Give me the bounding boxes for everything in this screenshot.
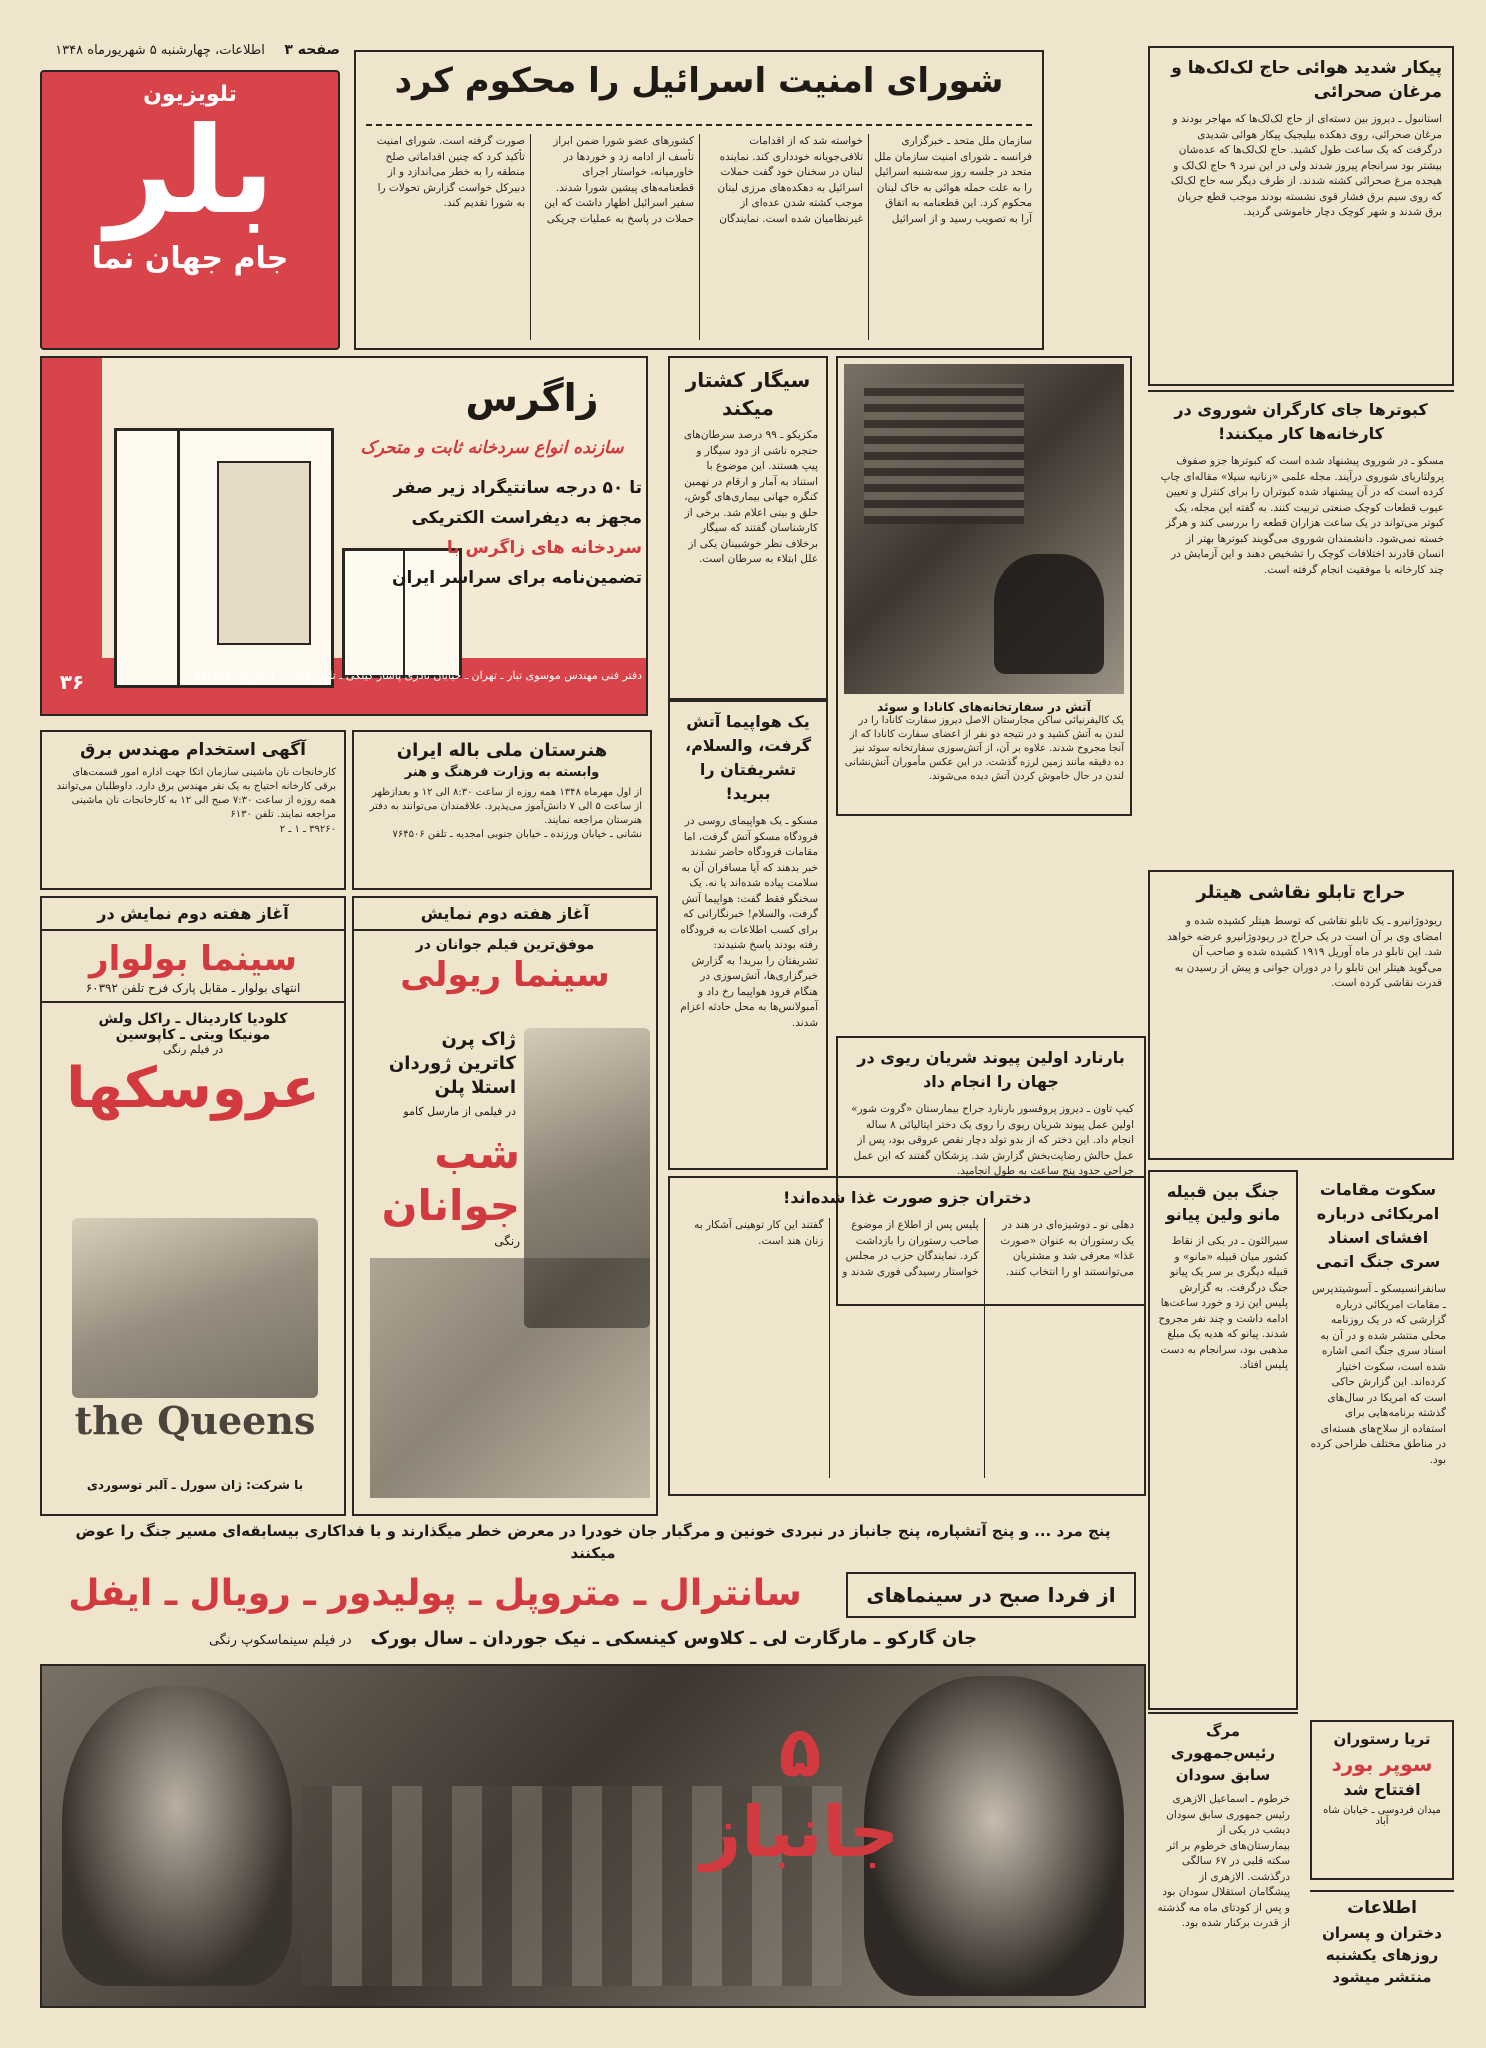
- page-date-line: [40, 42, 340, 64]
- boulevard-credit: با شرکت: ژان سورل ـ آلبر توسوردی: [86, 1478, 304, 1492]
- sudan-body: خرطوم ـ اسماعیل الازهری رئیس جمهوری سابق سودان دیشب در یکی از بیمارستان‌های خرطوم بر اثر سکته قلبی در ۶۷ سالگی درگذشت. الازهری از پیشگامان استقلال سودان بود و پس از کودتای ماه مه گذشته از قدرت برکنار شده بود.: [1157, 1793, 1290, 1929]
- ettelaat-title: اطلاعات: [1347, 1898, 1417, 1918]
- ettelaat-body: دختران و پسران روزهای یکشنبه منتشر میشود: [1322, 1924, 1442, 1986]
- food-title: دختران جزو صورت غذا شده‌اند!: [783, 1188, 1031, 1207]
- rivoli-cast2: کاترین ژوردان: [388, 1053, 516, 1074]
- heroes-banner: پنج مرد ... و پنج آتشپاره، پنج جانباز در نبردی خونین و مرگبار جان خودرا در معرض خطر میگذارند و با فداکاری بیسابقه‌ای مسیر جنگ را عوض میکنند: [75, 1522, 1111, 1562]
- boulevard-cast1: کلودیا کاردینال ـ راکل ولش: [98, 1011, 288, 1027]
- fire-photo: [844, 364, 1124, 694]
- ballet-address: نشانی ـ خیابان ورزنده ـ خیابان جنوبی امجدیه ـ تلفن ۷۶۴۵۰۶: [392, 829, 642, 840]
- heroes-format: در فیلم سینماسکوپ رنگی: [208, 1633, 352, 1648]
- rivoli-cast1: ژاک پرن: [441, 1029, 516, 1050]
- freezer-ad-number: ۳۶: [59, 670, 85, 694]
- tv-ad-top: تلویزیون: [143, 82, 237, 107]
- boulevard-poster-image: [72, 1218, 318, 1398]
- cinema-rivoli-ad: [352, 896, 658, 1516]
- boulevard-film: عروسکها: [66, 1056, 320, 1121]
- pigeons-body: مسکو ـ در شوروی پیشنهاد شده است که کبوترها جزو صفوف پرولتاریای شوروی درآیند. مجله علمی «زنانیه سیلا» مقاله‌ای چاپ کرده است که در آن پیشنهاد شده کبوتران را برای کنترل و تعیین عیوب قطعات کوچک صنعتی تربیت کنند. به گفته این مجله، یک کبوتر می‌تواند در یک ساعت هزاران قطعه را بررسی کند و هرگز خسته نمی‌شود. دانشمندان شوروی می‌گویند کبوترها بهتر از انسان قادرند اختلافات کوچک را تشخیص دهند و این آزمایش در چند کارخانه با موفقیت انجام گرفته است.: [1160, 455, 1444, 576]
- piano-body: سیرالئون ـ در یکی از نقاط کشور میان قبیله «مانو» و قبیله دیگری بر سر یک پیانو جنگ درگرفت. به گزارش پلیس این زد و خورد ساعت‌ها ادامه داشت و چند نفر مجروح شدند. پیانو که هدیه یک مبلغ مذهبی بود، سرانجام به دست پلیس افتاد.: [1158, 1235, 1288, 1371]
- freezer-line4: تضمین‌نامه برای سراسر ایران: [391, 568, 642, 588]
- fire-caption: یک کالیفرنیائی ساکن مجارستان الاصل دیروز سفارت کانادا را در لندن به آتش کشید و در نتیجه دو نفر از اعضای سفارت کانادا که از آنجا مجروح شدند. علاوه بر آن، از آتش‌سوزی سفارتخانه سوئد نیز ده دقیقه مانند زمین لرزه گذشت. در این عکس مأموران آتش‌نشانی لندن در حال خاموش کردن آتش دیده می‌شوند.: [844, 715, 1124, 782]
- cinema-boulevard-ad: [40, 896, 346, 1516]
- headline-story: [354, 50, 1044, 350]
- boulevard-name: سینما بولوار: [89, 939, 297, 979]
- storks-story: [1148, 46, 1454, 386]
- five-heroes-ad: [40, 1516, 1146, 2008]
- heroes-title: ۵ جانباز: [700, 1712, 900, 1872]
- transplant-body: کیپ تاون ـ دیروز پروفسور بارنارد جراح بیمارستان «گروت شور» اولین عمل پیوند شریان ریوی را روی یک دختر ایتالیائی ۸ ساله انجام داد. این دختر که از بدو تولد دچار نقص عروقی بود، پس از عمل حالش رضایت‌بخش گزارش شد. پزشکان گفتند که این عمل جراحی حدود پنج ساعت به طول انجامید.: [851, 1103, 1134, 1177]
- heroes-cinemas: سانترال ـ متروپل ـ پولیدور ـ رویال ـ ایفل: [68, 1573, 802, 1614]
- cigarette-title: سیگار کشتار میکند: [685, 368, 811, 420]
- storks-body: استانبول ـ دیروز بین دسته‌ای از حاج لک‌لک‌ها که مهاجر بودند و مرغان صحرائی، روی دهکده بیلیجیک پیکار هوائی شدیدی درگرفت که یک ساعت طول کشید. حاج لک‌لک‌ها که عده‌شان بیشتر بود سرانجام پیروز شدند ولی در این نبرد ۹ حاج لک‌لک و هیجده مرغ صحرائی کشته شدند. از طرف دیگر سه حاج لک‌لک که روی سیم برق فشار قوی نشسته بودند موجب قطع جریان برق شدند و شهر کوچک دچار خاموشی گردید.: [1170, 113, 1442, 218]
- restaurant-status: افتتاح شد: [1343, 1780, 1421, 1799]
- rivoli-lead: موفق‌ترین فیلم جوانان در: [415, 937, 595, 953]
- tv-ad-brand: بلر: [105, 102, 275, 241]
- piano-story: [1148, 1170, 1298, 1710]
- tv-ad-bottom: جام جهان نما: [91, 241, 289, 276]
- restaurant-title: تریا رستوران: [1333, 1730, 1431, 1748]
- restaurant-ad: [1310, 1720, 1454, 1880]
- tv-ad: [40, 70, 340, 350]
- rivoli-director: در فیلمی از مارسل کامو: [403, 1105, 516, 1118]
- engineer-code: ۳۹۲۶۰ ـ ۱ ـ ۲: [279, 824, 336, 835]
- fire-caption-title: آتش در سفارتخانه‌های کانادا و سوئد: [877, 700, 1091, 714]
- page-number: صفحه ۳: [284, 42, 340, 58]
- engineer-body: کارخانجات نان ماشینی سازمان اتکا جهت اداره امور قسمت‌های برقی کارخانه احتیاج به یک نفر مهندس برق دارد. داوطلبان می‌توانند همه روزه از ساعت ۷:۳۰ صبح الی ۱۲ به کارخانجات نان ماشینی مراجعه نمایند. تلفن ۶۱۳۰: [56, 767, 336, 820]
- engineer-title: آگهی استخدام مهندس برق: [80, 740, 306, 760]
- headline-divider: [366, 124, 1032, 126]
- pigeons-story: [1148, 390, 1454, 880]
- rivoli-cast: [366, 1028, 516, 1124]
- storks-title: پیکار شدید هوائی حاج لک‌لک‌ها و مرغان صحرائی: [1171, 58, 1442, 102]
- freezer-address: دفتر فنی مهندس موسوی تبار ـ تهران ـ خیابان نادری پاساژ گیلکی ـ تلفن ۶۰۱۱۷۲۵ کارخانه ۹۵۱۸۵۹: [194, 669, 642, 682]
- painting-body: ریودوژانیرو ـ یک تابلو نقاشی که توسط هیتلر کشیده شده و امضای وی بر آن است در یک حراج در ریودوژانیرو عرضه خواهد شد. این تابلو در ماه آوریل ۱۹۱۹ کشیده شده و صاحب آن می‌گوید هیتلر این تابلو را در دوران جوانی و پیش از رسیدن به قدرت نقاشی کرده است.: [1167, 915, 1442, 989]
- ballet-title: هنرستان ملی باله ایران: [396, 740, 608, 761]
- silence-body: سانفرانسیسکو ـ آسوشیتدپرس ـ مقامات امریکائی درباره گزارشی که در یک روزنامه محلی منتشر شده و در آن به اسناد سری جنگ اتمی اشاره شده است، سکوت اختیار کرده‌اند. این گزارش حاکی است که امریکا در سال‌های گذشته برنامه‌هایی برای استفاده از سلاح‌های هسته‌ای در مناطق مختلف طراحی کرده بود.: [1310, 1283, 1446, 1466]
- rivoli-film: شب جوانان: [381, 1129, 520, 1230]
- ballet-subtitle: وابسته به وزارت فرهنگ و هنر: [404, 765, 600, 780]
- freezer-slogan: سازنده انواع سردخانه ثابت و متحرک: [360, 438, 624, 458]
- heroes-cast: [40, 1628, 1146, 1649]
- boulevard-cast2: مونیکا ویتی ـ کاپوسین: [115, 1027, 271, 1043]
- freezer-large-icon: [114, 428, 334, 688]
- heroes-poster-image: [40, 1664, 1146, 2008]
- restaurant-name: سوپر بورد: [1331, 1752, 1433, 1776]
- transplant-title: بارنارد اولین پیوند شریان ریوی در جهان را انجام داد: [857, 1048, 1125, 1091]
- freezer-line3: سردخانه های زاگرس با: [446, 538, 642, 558]
- ettelaat-notice: [1310, 1890, 1454, 2008]
- freezer-line1: تا ۵۰ درجه سانتیگراد زیر صفر: [393, 478, 642, 498]
- boulevard-address: انتهای بولوار ـ مقابل پارک فرح تلفن ۶۰۳۹۲: [42, 981, 344, 1003]
- hijack-title: یک هواپیما آتش گرفت، والسلام، تشریفتان را ببرید!: [685, 712, 811, 803]
- restaurant-address: میدان فردوسی ـ خیابان شاه آباد: [1323, 1805, 1441, 1827]
- pigeons-title: کبوترها جای کارگران شوروی در کارخانه‌ها کار میکنند!: [1174, 400, 1428, 443]
- heroes-cast-names: جان گارکو ـ مارگارت لی ـ کلاوس کینسکی ـ نیک جوردان ـ سال بورک: [370, 1628, 978, 1649]
- freezer-line2: مجهز به دیفراست الکتریکی: [411, 508, 642, 528]
- hijack-body: مسکو ـ یک هواپیمای روسی در فرودگاه مسکو آتش گرفت، اما مقامات فرودگاه حاضر نشدند خبر بدهند که آیا مسافران آن به سلامت پیاده شده‌اند یا نه. یک سخنگو فقط گفت: هواپیما آتش گرفت، والسلام! خبرنگارانی که برای کسب اطلاعات به فرودگاه رفته بودند پاسخ شنیدند: تشریفتان را ببرید! به گزارش خبرگزاری‌ها، آتش‌سوزی در هنگام فرود هواپیما رخ داد و آمبولانس‌ها به محل حادثه اعزام شدند.: [680, 815, 818, 1029]
- food-body: دهلی نو ـ دوشیزه‌ای در هند در یک رستوران به عنوان «صورت غذا» معرفی شد و مشتریان می‌توانستند او را انتخاب کنند. پلیس پس از اطلاع از موضوع صاحب رستوران را بازداشت کرد. نمایندگان حزب در مجلس خواستار رسیدگی فوری شدند و گفتند این کار توهینی آشکار به زنان هند است.: [694, 1219, 1134, 1278]
- fire-photo-block: [836, 356, 1132, 816]
- piano-title: جنگ بین قبیله مانو ولین پیانو: [1165, 1182, 1281, 1224]
- rivoli-name: سینما ریولی: [400, 955, 610, 995]
- silence-title: سکوت مقامات امریکائی درباره افشای اسناد سری جنگ اتمی: [1315, 1180, 1441, 1271]
- hijack-story: [668, 700, 828, 1170]
- cigarette-story: [668, 356, 828, 700]
- boulevard-header: آغاز هفته دوم نمایش در: [42, 898, 344, 931]
- headline-body: سازمان ملل متحد ـ خبرگزاری فرانسه ـ شورای امنیت سازمان ملل متحد در جلسه روز سه‌شنبه اسرائیل را به علت حمله هوائی به خاک لبنان محکوم کرد. این قطعنامه به اتفاق آرا به تصویب رسید و از اسرائیل خواسته شد که از اقدامات تلافی‌جویانه خودداری کند. نماینده لبنان در سخنان خود گفت حملات اسرائیل به دهکده‌های مرزی لبنان موجب کشته شدن عده‌ای از غیرنظامیان شده است. نمایندگان کشورهای عضو شورا ضمن ابراز تأسف از ادامه زد و خوردها در خاورمیانه، خواستار اجرای قطعنامه‌های پیشین شورا شدند. سفیر اسرائیل اظهار داشت که این حملات در پاسخ به عملیات چریکی صورت گرفته است. شورای امنیت تأکید کرد که چنین اقداماتی صلح منطقه را به خطر می‌اندازد و از دبیرکل خواست گزارش تحولات را به شورا تقدیم کند.: [376, 135, 1032, 225]
- rivoli-header: آغاز هفته دوم نمایش: [354, 898, 656, 931]
- cigarette-body: مکزیکو ـ ۹۹ درصد سرطان‌های حنجره ناشی از دود سیگار و پیپ هستند. این موضوع با استناد به آمار و ارقام در نهمین کنگره جهانی بیماری‌های گوش، حلق و بینی اعلام شد. برخی از کارشناسان گفتند که سیگار برخلاف نظر خوشبینان یکی از علل ابتلاء به سرطان است.: [683, 429, 818, 565]
- issue-date: اطلاعات، چهارشنبه ۵ شهریورماه ۱۳۴۸: [55, 43, 265, 58]
- painting-story: [1148, 870, 1454, 1160]
- freezer-brand: زاگرس: [465, 376, 599, 420]
- silence-story: [1302, 1170, 1454, 1710]
- engineer-ad: [40, 730, 346, 890]
- heroes-from-tomorrow: از فردا صبح در سینماهای: [846, 1572, 1136, 1618]
- freezer-ad: [40, 356, 648, 716]
- ballet-body: از اول مهرماه ۱۳۴۸ همه روزه از ساعت ۸:۳۰ الی ۱۲ و بعدازظهر از ساعت ۵ الی ۷ دانش‌آموز می‌پذیرد. علاقمندان می‌توانند به دفتر هنرستان مراجعه نمایند.: [369, 787, 642, 826]
- headline-title: شورای امنیت اسرائیل را محکوم کرد: [394, 61, 1004, 101]
- sudan-title: مرگ رئیس‌جمهوری سابق سودان: [1170, 1722, 1276, 1784]
- boulevard-film-en: the Queens: [74, 1398, 316, 1443]
- sudan-story: [1148, 1712, 1298, 2012]
- rivoli-poster-collage: [370, 1258, 650, 1498]
- ballet-ad: [352, 730, 652, 890]
- painting-title: حراج تابلو نقاشی هیتلر: [1196, 882, 1406, 903]
- boulevard-note: در فیلم رنگی: [162, 1043, 224, 1056]
- rivoli-cast3: استلا پلن: [434, 1077, 516, 1098]
- food-story: [668, 1176, 1146, 1496]
- rivoli-note: رنگی: [494, 1234, 520, 1248]
